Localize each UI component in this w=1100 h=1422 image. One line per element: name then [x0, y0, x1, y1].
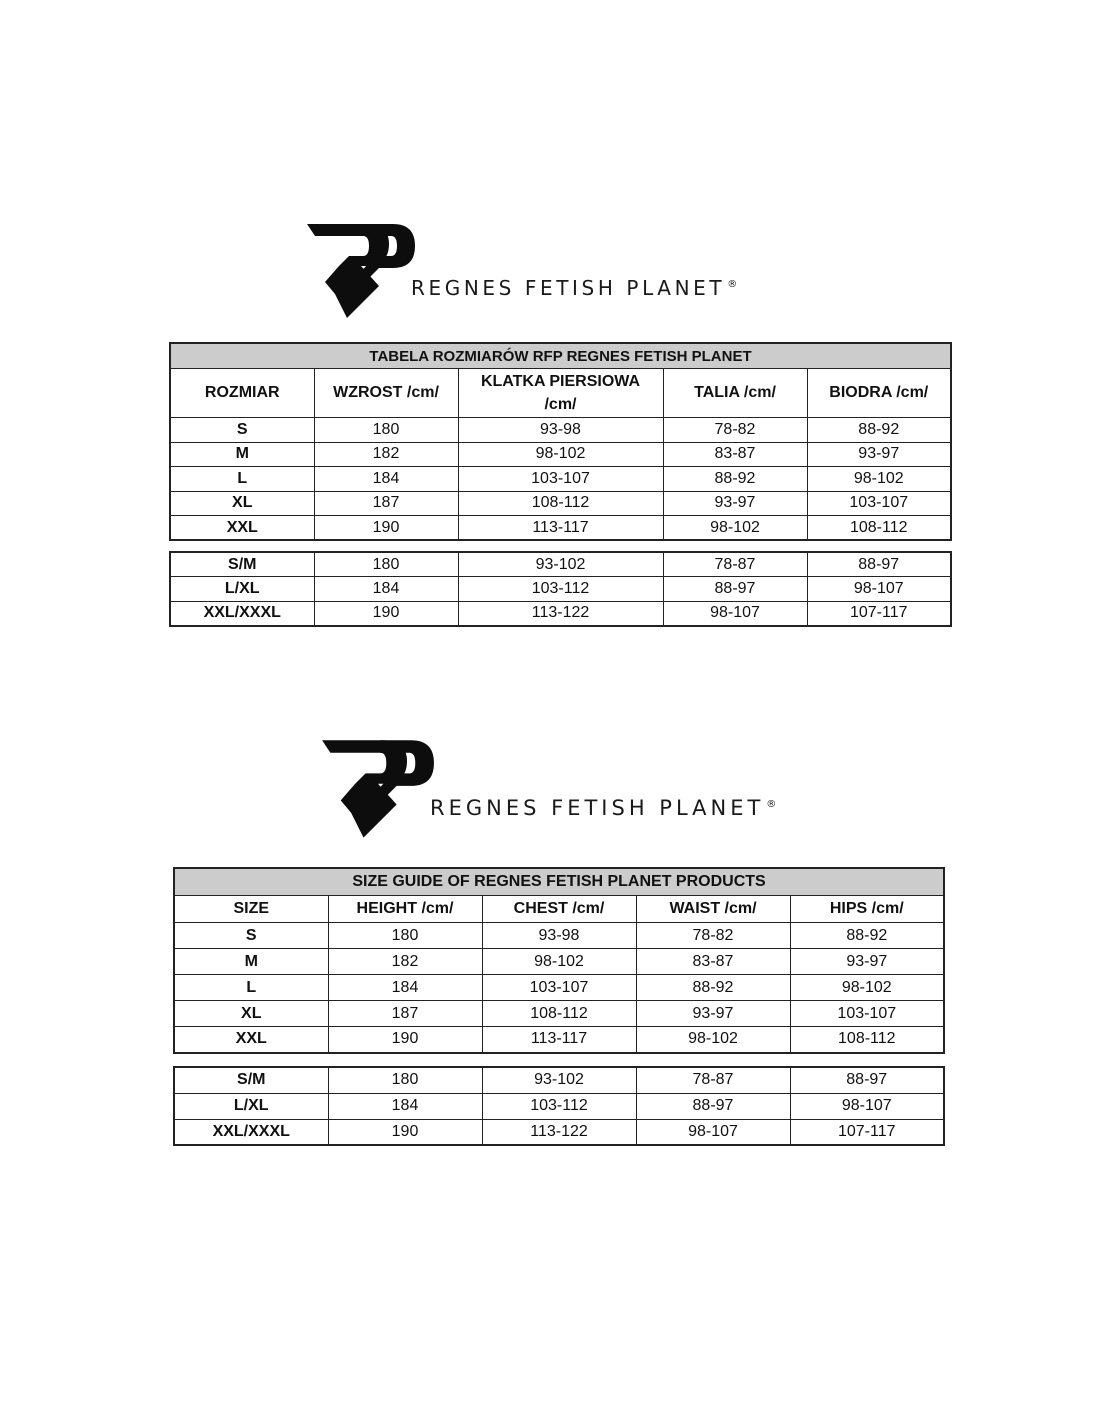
measurement-cell: 108-112 — [790, 1027, 944, 1053]
table-row — [170, 577, 951, 602]
measurement-cell: 108-112 — [482, 1001, 636, 1027]
measurement-cell: 93-97 — [790, 949, 944, 975]
measurement-cell: 103-107 — [790, 1001, 944, 1027]
measurement-cell: 103-107 — [807, 491, 951, 516]
table-title: SIZE GUIDE OF REGNES FETISH PLANET PRODUCTS — [174, 868, 944, 896]
column-header: TALIA /cm/ — [663, 369, 807, 418]
measurement-cell: 93-98 — [458, 418, 663, 443]
table-row — [174, 975, 944, 1001]
size-cell: L — [170, 467, 314, 492]
measurement-cell: 88-92 — [807, 418, 951, 443]
table-row — [170, 491, 951, 516]
measurement-cell: 113-122 — [458, 601, 663, 626]
measurement-cell: 98-107 — [663, 601, 807, 626]
column-header: WAIST /cm/ — [636, 896, 790, 923]
measurement-cell: 107-117 — [790, 1119, 944, 1145]
measurement-cell: 78-87 — [636, 1067, 790, 1093]
size-cell: L/XL — [170, 577, 314, 602]
english-combo-size-table — [173, 1066, 944, 1146]
measurement-cell: 88-97 — [790, 1067, 944, 1093]
polish-combo-size-table — [169, 551, 950, 627]
measurement-cell: 98-107 — [790, 1093, 944, 1119]
size-cell: S — [174, 923, 328, 949]
measurement-cell: 88-97 — [663, 577, 807, 602]
measurement-cell: 107-117 — [807, 601, 951, 626]
measurement-cell: 182 — [328, 949, 482, 975]
column-header: ROZMIAR — [170, 369, 314, 418]
size-cell: XXL/XXXL — [174, 1119, 328, 1145]
measurement-cell: 93-97 — [636, 1001, 790, 1027]
measurement-cell: 98-102 — [482, 949, 636, 975]
measurement-cell: 103-107 — [482, 975, 636, 1001]
measurement-cell: 103-112 — [458, 577, 663, 602]
measurement-cell: 184 — [328, 1093, 482, 1119]
measurement-cell: 98-107 — [636, 1119, 790, 1145]
measurement-cell: 88-92 — [790, 923, 944, 949]
table-title: TABELA ROZMIARÓW RFP REGNES FETISH PLANET — [170, 343, 951, 369]
table-row — [170, 467, 951, 492]
size-cell: XXL/XXXL — [170, 601, 314, 626]
column-header: HEIGHT /cm/ — [328, 896, 482, 923]
measurement-cell: 190 — [328, 1027, 482, 1053]
measurement-cell: 78-87 — [663, 552, 807, 577]
size-cell: S/M — [174, 1067, 328, 1093]
measurement-cell: 180 — [328, 1067, 482, 1093]
table-row — [170, 601, 951, 626]
column-header: BIODRA /cm/ — [807, 369, 951, 418]
measurement-cell: 184 — [314, 577, 458, 602]
measurement-cell: 98-102 — [790, 975, 944, 1001]
measurement-cell: 113-122 — [482, 1119, 636, 1145]
column-header: WZROST /cm/ — [314, 369, 458, 418]
size-cell: XXL — [174, 1027, 328, 1053]
polish-size-table — [169, 342, 950, 541]
measurement-cell: 108-112 — [807, 516, 951, 541]
table-row — [170, 418, 951, 443]
measurement-cell: 88-97 — [636, 1093, 790, 1119]
table-row — [174, 1093, 944, 1119]
measurement-cell: 113-117 — [458, 516, 663, 541]
measurement-cell: 93-97 — [807, 442, 951, 467]
measurement-cell: 190 — [314, 516, 458, 541]
measurement-cell: 98-107 — [807, 577, 951, 602]
english-size-table — [173, 867, 944, 1054]
size-cell: XL — [170, 491, 314, 516]
measurement-cell: 93-98 — [482, 923, 636, 949]
measurement-cell: 180 — [328, 923, 482, 949]
size-cell: S/M — [170, 552, 314, 577]
table-row — [170, 552, 951, 577]
column-header: HIPS /cm/ — [790, 896, 944, 923]
measurement-cell: 103-107 — [458, 467, 663, 492]
measurement-cell: 103-112 — [482, 1093, 636, 1119]
measurement-cell: 83-87 — [663, 442, 807, 467]
table-row — [174, 1001, 944, 1027]
brand-logo-bottom — [320, 738, 776, 842]
measurement-cell: 184 — [314, 467, 458, 492]
table-row — [174, 1119, 944, 1145]
measurement-cell: 93-97 — [663, 491, 807, 516]
rfp-logo-icon — [320, 738, 436, 842]
measurement-cell: 180 — [314, 552, 458, 577]
column-header: SIZE — [174, 896, 328, 923]
rfp-logo-icon — [305, 222, 417, 322]
measurement-cell: 88-92 — [636, 975, 790, 1001]
column-header: KLATKA PIERSIOWA /cm/ — [458, 369, 663, 418]
measurement-cell: 78-82 — [636, 923, 790, 949]
measurement-cell: 190 — [328, 1119, 482, 1145]
size-cell: S — [170, 418, 314, 443]
measurement-cell: 88-97 — [807, 552, 951, 577]
measurement-cell: 187 — [328, 1001, 482, 1027]
measurement-cell: 187 — [314, 491, 458, 516]
brand-name: REGNES FETISH PLANET ® — [411, 276, 738, 300]
measurement-cell: 108-112 — [458, 491, 663, 516]
size-cell: XL — [174, 1001, 328, 1027]
measurement-cell: 98-102 — [458, 442, 663, 467]
table-row — [170, 516, 951, 541]
measurement-cell: 98-102 — [636, 1027, 790, 1053]
brand-name: REGNES FETISH PLANET ® — [430, 796, 777, 820]
size-cell: L — [174, 975, 328, 1001]
measurement-cell: 93-102 — [482, 1067, 636, 1093]
table-row — [174, 1027, 944, 1053]
brand-logo-top — [305, 222, 737, 322]
measurement-cell: 190 — [314, 601, 458, 626]
measurement-cell: 180 — [314, 418, 458, 443]
size-cell: XXL — [170, 516, 314, 541]
size-cell: M — [174, 949, 328, 975]
measurement-cell: 78-82 — [663, 418, 807, 443]
measurement-cell: 88-92 — [663, 467, 807, 492]
measurement-cell: 83-87 — [636, 949, 790, 975]
measurement-cell: 184 — [328, 975, 482, 1001]
measurement-cell: 113-117 — [482, 1027, 636, 1053]
measurement-cell: 98-102 — [663, 516, 807, 541]
column-header: CHEST /cm/ — [482, 896, 636, 923]
size-cell: L/XL — [174, 1093, 328, 1119]
table-row — [174, 923, 944, 949]
table-row — [174, 1067, 944, 1093]
table-row — [170, 442, 951, 467]
measurement-cell: 93-102 — [458, 552, 663, 577]
measurement-cell: 182 — [314, 442, 458, 467]
measurement-cell: 98-102 — [807, 467, 951, 492]
size-cell: M — [170, 442, 314, 467]
table-row — [174, 949, 944, 975]
